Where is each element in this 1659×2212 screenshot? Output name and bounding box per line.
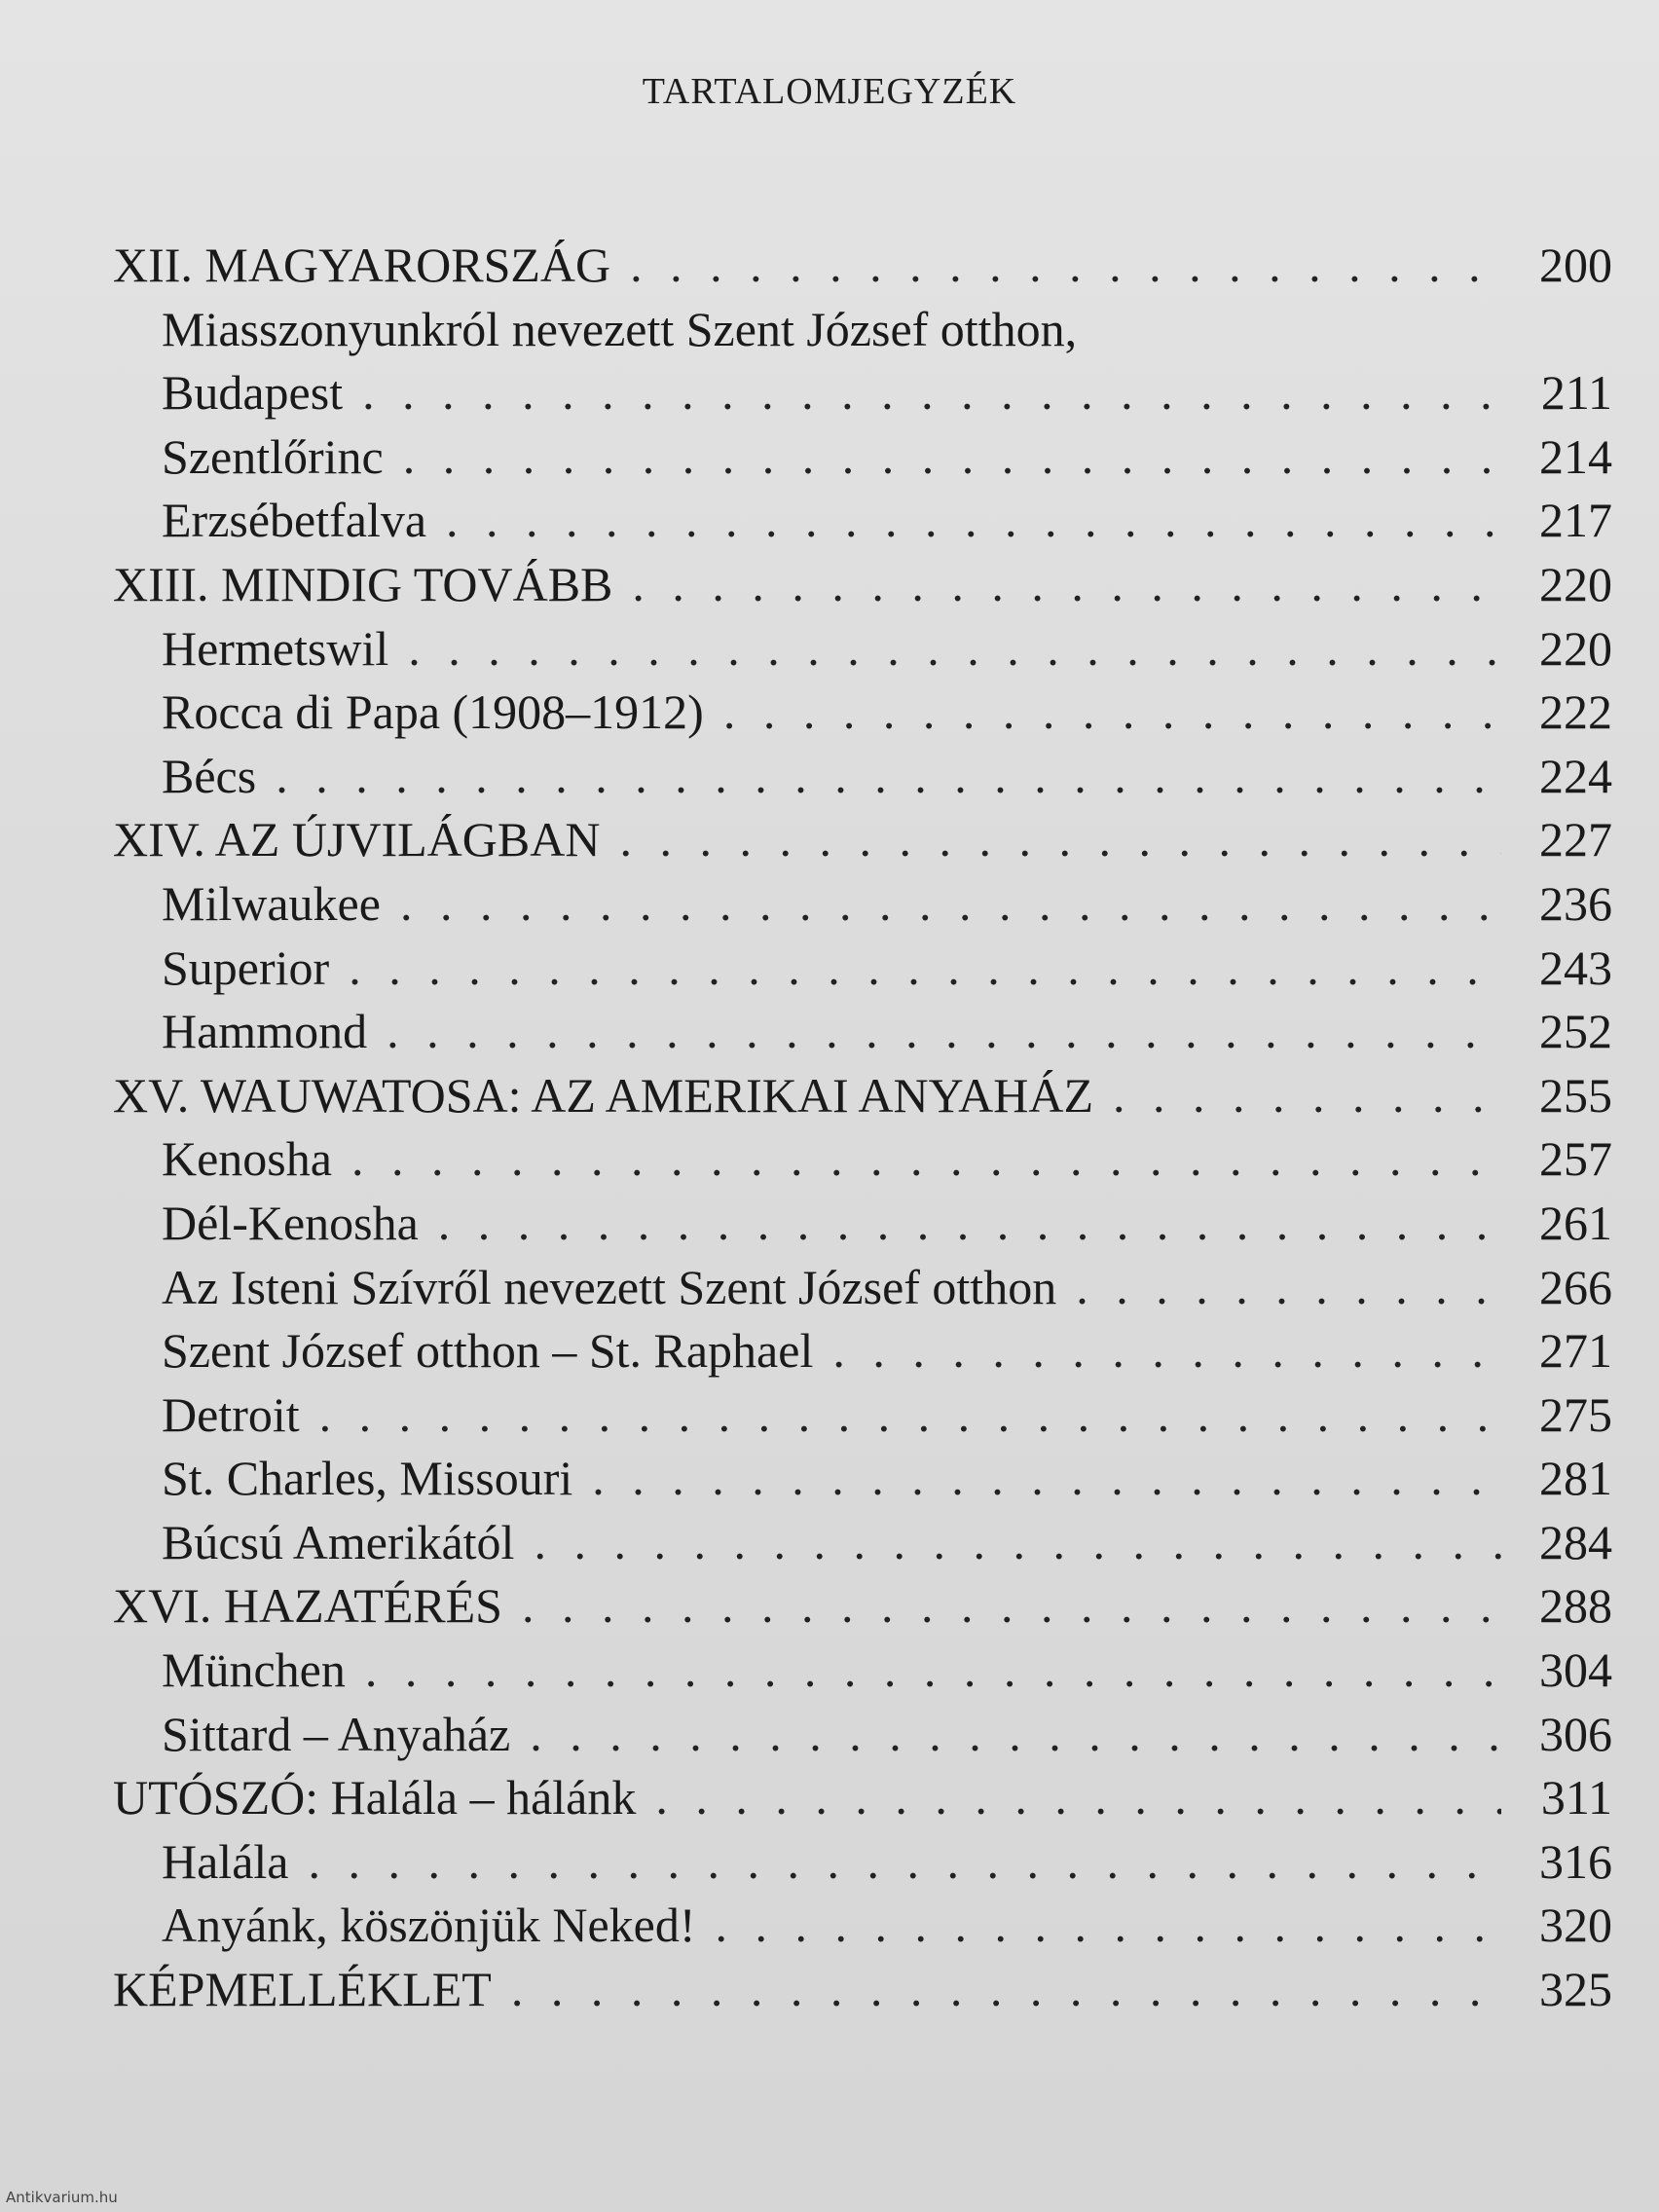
toc-entry-label: Miasszonyunkról nevezett Szent József otthon, [162,301,1078,356]
toc-entry-label: Kenosha [162,1131,332,1187]
toc-entry [113,1000,1612,1064]
leader-dots [387,1000,1501,1064]
leader-dots [655,1766,1501,1830]
toc-entry [113,1192,1612,1256]
leader-dots [319,1383,1501,1448]
toc-entry-page: 211 [1540,365,1612,421]
leader-dots [619,808,1501,872]
toc-entry [113,745,1612,809]
leader-dots [446,489,1501,553]
toc-entry [113,1703,1612,1767]
leader-dots [1113,1064,1501,1128]
toc-entry-label: Detroit [162,1386,300,1442]
toc-entry-page: 222 [1539,684,1612,740]
leader-dots [276,745,1501,809]
toc-entry [113,1383,1612,1448]
toc-entry-label: München [162,1642,346,1698]
toc-entry-label: XIII. MINDIG TOVÁBB [113,556,613,611]
leader-dots [365,1639,1501,1703]
toc-entry [113,489,1612,553]
toc-entry-label: St. Charles, Missouri [162,1451,573,1506]
toc-entry-page: 325 [1539,1962,1612,2017]
toc-entry-page: 288 [1539,1578,1612,1634]
toc-entry [113,1639,1612,1703]
leader-dots [1076,1256,1501,1320]
leader-dots [630,234,1501,298]
toc-entry-label: Az Isteni Szívről nevezett Szent József otthon [162,1259,1057,1314]
toc-entry-page: 220 [1539,620,1612,676]
leader-dots [522,1574,1501,1639]
toc-entry-label: XV. WAUWATOSA: AZ AMERIKAI ANYAHÁZ [113,1067,1094,1123]
toc-entry-label: Bécs [162,748,257,803]
leader-dots [403,425,1501,490]
toc-entry-label: Hammond [162,1004,368,1059]
toc-entry-page: 311 [1540,1770,1612,1825]
toc-entry-page: 304 [1539,1642,1612,1698]
toc-entry [113,1319,1612,1383]
toc-entry [113,617,1612,682]
toc-entry [113,1127,1612,1192]
leader-dots [349,937,1501,1001]
toc-entry-page: 281 [1539,1451,1612,1506]
toc-entry-page: 236 [1539,875,1612,931]
toc-entry [113,808,1612,872]
toc-entry-label: Halála [162,1833,289,1889]
toc-entry-label: Szentlőrinc [162,428,384,484]
toc-entry-page: 252 [1539,1004,1612,1059]
toc-entry-page: 257 [1539,1131,1612,1187]
leader-dots [632,553,1501,617]
leader-dots [716,1894,1502,1958]
toc-entry-page: 200 [1539,238,1612,292]
toc-entry-label: UTÓSZÓ: Halála – hálánk [113,1770,637,1825]
table-of-contents [113,234,1612,2022]
toc-entry-label: Dél-Kenosha [162,1195,419,1250]
toc-entry-label: XIV. AZ ÚJVILÁGBAN [113,812,601,867]
toc-entry [113,361,1612,425]
toc-entry-page: 271 [1539,1323,1612,1379]
leader-dots [362,361,1501,425]
leader-dots [534,1511,1501,1575]
leader-dots [832,1319,1501,1383]
toc-entry-label: Hermetswil [162,620,389,676]
toc-entry-label: Sittard – Anyaház [162,1706,511,1761]
toc-entry-page: 284 [1539,1514,1612,1569]
toc-entry-page: 316 [1539,1833,1612,1889]
leader-dots [438,1192,1501,1256]
toc-entry-page: 217 [1539,493,1612,548]
leader-dots [351,1127,1501,1192]
leader-dots [511,1958,1501,2022]
toc-entry-label: Szent József otthon – St. Raphael [162,1323,814,1379]
toc-entry [113,681,1612,745]
leader-dots [408,617,1501,682]
leader-dots [592,1447,1501,1511]
toc-entry-label: Budapest [162,365,344,421]
toc-entry-page: 306 [1539,1706,1612,1761]
toc-entry-page: 320 [1539,1898,1612,1953]
toc-entry-page: 255 [1539,1067,1612,1123]
watermark: Antikvarium.hu [6,2189,118,2206]
toc-entry-page: 227 [1539,812,1612,867]
toc-entry-page: 220 [1539,556,1612,611]
toc-entry [113,1511,1612,1575]
leader-dots [530,1703,1501,1767]
toc-entry-page: 275 [1539,1386,1612,1442]
toc-entry-label: Superior [162,940,330,995]
toc-entry [113,1064,1612,1128]
toc-entry-label: Anyánk, köszönjük Neked! [162,1898,696,1953]
toc-entry-page: 261 [1539,1195,1612,1250]
toc-entry [113,937,1612,1001]
toc-entry-page: 214 [1539,428,1612,484]
running-head: TARTALOMJEGYZÉK [642,71,1017,112]
leader-dots [723,681,1501,745]
toc-entry-label: XVI. HAZATÉRÉS [113,1578,502,1634]
leader-dots [308,1830,1501,1895]
toc-entry-page: 266 [1539,1259,1612,1314]
toc-entry-label: KÉPMELLÉKLET [113,1962,492,2017]
toc-entry-label: Erzsébetfalva [162,493,427,548]
toc-entry-page: 224 [1539,748,1612,803]
toc-entry [113,1766,1612,1830]
toc-entry [113,298,1612,362]
toc-entry [113,234,1612,298]
toc-entry-page: 243 [1539,940,1612,995]
toc-entry [113,872,1612,937]
toc-entry-label: XII. MAGYARORSZÁG [113,238,611,292]
toc-entry [113,1447,1612,1511]
toc-entry [113,553,1612,617]
leader-dots [400,872,1501,937]
toc-entry-label: Milwaukee [162,875,381,931]
toc-entry [113,1894,1612,1958]
toc-entry-label: Rocca di Papa (1908–1912) [162,684,704,740]
toc-entry [113,425,1612,490]
toc-entry [113,1256,1612,1320]
toc-entry [113,1958,1612,2022]
toc-entry [113,1574,1612,1639]
toc-entry [113,1830,1612,1895]
toc-entry-label: Búcsú Amerikától [162,1514,515,1569]
